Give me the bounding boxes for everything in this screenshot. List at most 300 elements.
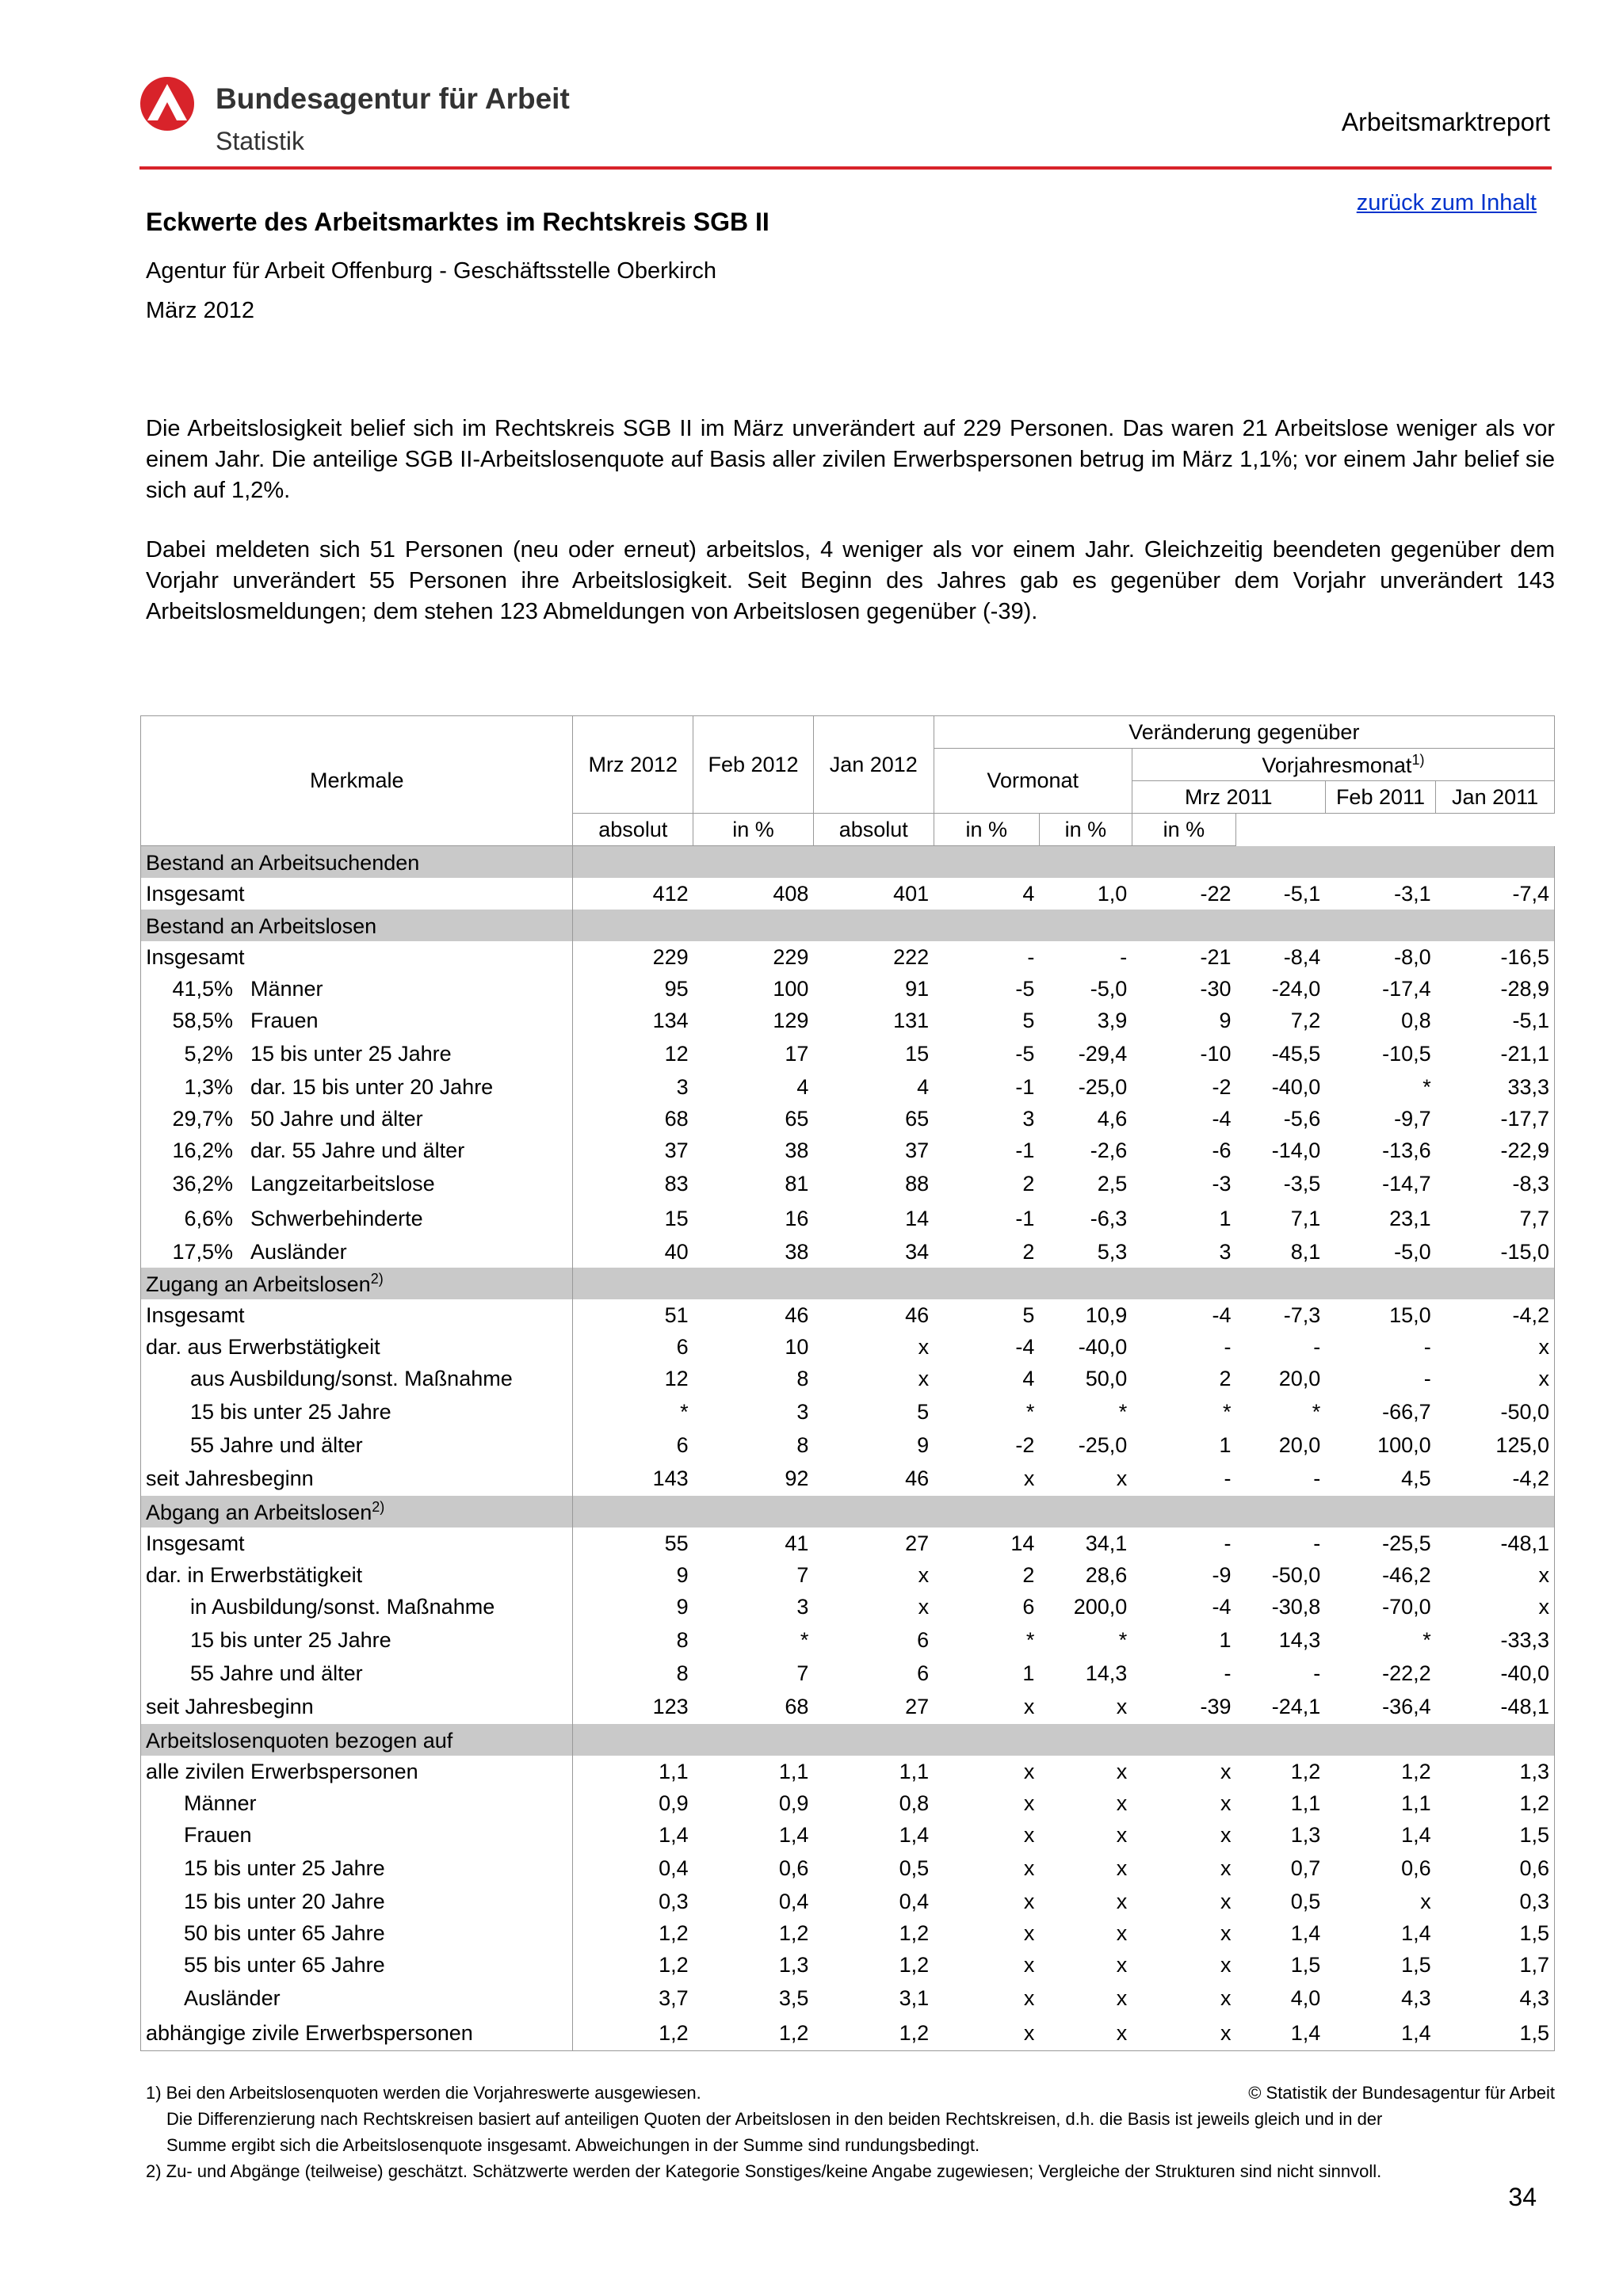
cell-mrz-2012: 229	[652, 944, 689, 969]
cell-feb-2012: 3,5	[778, 1985, 809, 2010]
row-label: seit Jahresbeginn	[141, 1689, 573, 1724]
cell-jan-2012: 27	[905, 1531, 930, 1555]
cell-jan-2011-pct: -40,0	[1436, 1657, 1555, 1689]
cell-feb-2012: 229	[773, 944, 809, 969]
cell-jan-2011-pct: 1,5	[1436, 1917, 1555, 1949]
cell-mrz-2012: 1,2	[659, 1952, 689, 1977]
cell-feb-2011-pct: 15,0	[1389, 1302, 1431, 1327]
header-divider	[139, 166, 1552, 170]
cell-mrz-2011-pct: 1,3	[1290, 1822, 1321, 1847]
row-label: 5,2% 15 bis unter 25 Jahre	[141, 1036, 573, 1071]
table-row	[141, 1657, 1555, 1689]
cell-mrz-2011-absolut: -22	[1200, 881, 1232, 906]
cell-vormonat-pct: x	[1116, 1759, 1128, 1783]
cell-mrz-2011-pct: -	[1313, 1466, 1321, 1490]
cell-mrz-2011-pct: -5,1	[1283, 881, 1321, 906]
cell-feb-2011-pct: 1,4	[1401, 1822, 1431, 1847]
row-label: 17,5% Ausländer	[141, 1236, 573, 1268]
cell-mrz-2011-absolut: -6	[1212, 1138, 1232, 1162]
share-percent: 29,7%	[172, 1106, 233, 1131]
cell-jan-2012: 9	[917, 1432, 930, 1457]
page-header	[139, 76, 1550, 171]
table-row	[141, 1166, 1555, 1201]
section-fill	[573, 1496, 1555, 1527]
table-row	[141, 1331, 1555, 1363]
cell-mrz-2011-pct: -3,5	[1283, 1171, 1321, 1196]
cell-jan-2011-pct: -33,3	[1436, 1623, 1555, 1657]
row-label: Männer	[141, 1787, 573, 1819]
cell-mrz-2011-absolut: -	[1224, 1466, 1232, 1490]
cell-mrz-2011-absolut: 9	[1219, 1008, 1232, 1032]
cell-feb-2012: 7	[796, 1562, 809, 1587]
row-label: seit Jahresbeginn	[141, 1461, 573, 1496]
row-label: 36,2% Langzeitarbeitslose	[141, 1166, 573, 1201]
cell-vormonat-absolut: *	[1025, 1399, 1035, 1424]
table-row	[141, 1949, 1555, 1981]
cell-vormonat-absolut: x	[1023, 1920, 1035, 1945]
cell-feb-2012: 10	[785, 1334, 809, 1359]
cell-mrz-2011-absolut: x	[1220, 1952, 1232, 1977]
cell-vormonat-pct: 28,6	[1085, 1562, 1128, 1587]
table-row	[141, 1591, 1555, 1623]
cell-mrz-2012: 68	[664, 1106, 689, 1131]
cell-jan-2012: 4	[917, 1074, 930, 1099]
cell-feb-2012: 7	[796, 1661, 809, 1685]
section-label: Abgang an Arbeitslosen$^{2)}$	[141, 1496, 573, 1527]
table-header	[141, 716, 1555, 846]
cell-jan-2011-pct: 7,7	[1436, 1201, 1555, 1236]
cell-mrz-2011-absolut: x	[1220, 1822, 1232, 1847]
key-figures-table	[140, 715, 1555, 2051]
cell-feb-2011-pct: -36,4	[1382, 1694, 1431, 1718]
table-row	[141, 1071, 1555, 1103]
header-in-pct: in %	[693, 814, 814, 846]
cell-mrz-2012: 8	[676, 1627, 689, 1652]
cell-jan-2011-pct: 1,5	[1436, 1819, 1555, 1851]
cell-jan-2011-pct: 0,6	[1436, 1851, 1555, 1886]
cell-vormonat-pct: -	[1120, 944, 1128, 969]
cell-jan-2012: 15	[905, 1041, 930, 1066]
header-in-pct: in %	[1039, 814, 1132, 846]
cell-feb-2012: 4	[796, 1074, 809, 1099]
cell-mrz-2012: 12	[664, 1366, 689, 1390]
share-percent: 17,5%	[172, 1239, 233, 1264]
cell-vormonat-absolut: -1	[1015, 1074, 1035, 1099]
cell-feb-2012: 1,1	[778, 1759, 809, 1783]
cell-jan-2011-pct: x	[1436, 1331, 1555, 1363]
footnote-2: 2) Zu- und Abgänge (teilweise) geschätzt. Schätzwerte werden der Kategorie Sonstiges/keine Angabe zugewiesen; Vergleiche der Strukturen sind nicht sinnvoll.	[146, 2161, 1382, 2181]
table-body	[141, 846, 1555, 2051]
cell-mrz-2012: 9	[676, 1562, 689, 1587]
cell-mrz-2011-pct: *	[1312, 1399, 1321, 1424]
share-percent: 1,3%	[184, 1074, 233, 1099]
cell-vormonat-pct: x	[1116, 1985, 1128, 2010]
cell-feb-2012: 81	[785, 1171, 809, 1196]
cell-mrz-2011-pct: 1,4	[1290, 1920, 1321, 1945]
cell-mrz-2011-pct: -14,0	[1271, 1138, 1321, 1162]
cell-mrz-2012: 0,3	[659, 1889, 689, 1913]
cell-jan-2012: x	[918, 1334, 930, 1359]
cell-jan-2011-pct: x	[1436, 1363, 1555, 1394]
row-label: 50 bis unter 65 Jahre	[141, 1917, 573, 1949]
cell-feb-2012: 0,6	[778, 1855, 809, 1880]
cell-jan-2011-pct: 0,3	[1436, 1886, 1555, 1917]
cell-jan-2011-pct: -17,7	[1436, 1103, 1555, 1135]
cell-feb-2012: 8	[796, 1432, 809, 1457]
section-label: Arbeitslosenquoten bezogen auf	[141, 1724, 573, 1756]
page-number: 34	[1508, 2183, 1537, 2211]
cell-jan-2011-pct: x	[1436, 1559, 1555, 1591]
cell-mrz-2011-absolut: -3	[1212, 1171, 1232, 1196]
cell-vormonat-pct: -6,3	[1090, 1206, 1128, 1230]
brand-subtitle: Statistik	[216, 127, 305, 155]
row-label: 15 bis unter 25 Jahre	[141, 1851, 573, 1886]
cell-vormonat-pct: -29,4	[1078, 1041, 1128, 1066]
cell-mrz-2011-pct: -8,4	[1283, 944, 1321, 969]
row-label: 1,3% dar. 15 bis unter 20 Jahre	[141, 1071, 573, 1103]
share-percent: 16,2%	[172, 1138, 233, 1162]
cell-mrz-2011-absolut: x	[1220, 1985, 1232, 2010]
row-label: 15 bis unter 20 Jahre	[141, 1886, 573, 1917]
row-label: 55 Jahre und älter	[141, 1657, 573, 1689]
cell-mrz-2011-absolut: *	[1223, 1399, 1232, 1424]
copyright-notice: © Statistik der Bundesagentur für Arbeit	[1248, 2083, 1555, 2103]
section-label: Bestand an Arbeitsuchenden	[141, 846, 573, 879]
cell-feb-2011-pct: -46,2	[1382, 1562, 1431, 1587]
row-label: Insgesamt	[141, 1299, 573, 1331]
cell-jan-2012: 1,1	[899, 1759, 930, 1783]
cell-feb-2012: 92	[785, 1466, 809, 1490]
cell-jan-2012: x	[918, 1562, 930, 1587]
cell-jan-2011-pct: -4,2	[1436, 1299, 1555, 1331]
cell-feb-2011-pct: -9,7	[1394, 1106, 1431, 1131]
section-label: Zugang an Arbeitslosen$^{2)}$	[141, 1268, 573, 1299]
cell-feb-2012: 38	[785, 1239, 809, 1264]
cell-mrz-2011-absolut: -4	[1212, 1594, 1232, 1619]
cell-jan-2012: 0,8	[899, 1791, 930, 1815]
section-header	[141, 1268, 1555, 1299]
cell-feb-2012: 1,4	[778, 1822, 809, 1847]
cell-vormonat-absolut: *	[1025, 1627, 1035, 1652]
table-row	[141, 1429, 1555, 1461]
brand-name: Bundesagentur für Arbeit	[216, 82, 570, 115]
cell-jan-2012: 0,5	[899, 1855, 930, 1880]
cell-mrz-2012: 40	[664, 1239, 689, 1264]
cell-vormonat-absolut: 2	[1022, 1171, 1035, 1196]
cell-feb-2012: 38	[785, 1138, 809, 1162]
cell-mrz-2011-pct: -24,0	[1271, 976, 1321, 1001]
cell-mrz-2011-absolut: x	[1220, 1855, 1232, 1880]
cell-mrz-2012: 6	[676, 1432, 689, 1457]
cell-jan-2012: 0,4	[899, 1889, 930, 1913]
table-row	[141, 1527, 1555, 1559]
cell-vormonat-pct: 34,1	[1085, 1531, 1128, 1555]
cell-vormonat-pct: -25,0	[1078, 1074, 1128, 1099]
page-title: Eckwerte des Arbeitsmarktes im Rechtskreis SGB II	[146, 208, 769, 236]
cell-jan-2012: 222	[893, 944, 930, 969]
section-fill	[573, 846, 1555, 879]
cell-jan-2011-pct: 1,2	[1436, 1787, 1555, 1819]
header-absolut: absolut	[813, 814, 934, 846]
table-row	[141, 1103, 1555, 1135]
cell-mrz-2011-absolut: -	[1224, 1661, 1232, 1685]
cell-jan-2012: 6	[917, 1627, 930, 1652]
row-label: Insgesamt	[141, 941, 573, 973]
row-label: Frauen	[141, 1819, 573, 1851]
cell-vormonat-absolut: 2	[1022, 1239, 1035, 1264]
cell-mrz-2011-absolut: -	[1224, 1531, 1232, 1555]
cell-mrz-2011-absolut: x	[1220, 1889, 1232, 1913]
cell-vormonat-pct: 200,0	[1073, 1594, 1128, 1619]
cell-mrz-2011-pct: -	[1313, 1661, 1321, 1685]
cell-vormonat-absolut: -	[1027, 944, 1035, 969]
cell-feb-2011-pct: 1,2	[1401, 1759, 1431, 1783]
cell-jan-2012: 401	[893, 881, 930, 906]
cell-vormonat-absolut: -1	[1015, 1138, 1035, 1162]
cell-vormonat-absolut: 6	[1022, 1594, 1035, 1619]
cell-jan-2011-pct: 125,0	[1436, 1429, 1555, 1461]
cell-vormonat-pct: x	[1116, 1694, 1128, 1718]
cell-vormonat-absolut: 5	[1022, 1302, 1035, 1327]
cell-mrz-2012: 412	[652, 881, 689, 906]
cell-vormonat-pct: 1,0	[1097, 881, 1128, 906]
row-label: dar. aus Erwerbstätigkeit	[141, 1331, 573, 1363]
cell-feb-2011-pct: -22,2	[1382, 1661, 1431, 1685]
cell-jan-2011-pct: -22,9	[1436, 1135, 1555, 1166]
cell-vormonat-pct: 50,0	[1085, 1366, 1128, 1390]
cell-vormonat-pct: x	[1039, 2016, 1132, 2051]
row-label: 55 bis unter 65 Jahre	[141, 1949, 573, 1981]
cell-vormonat-pct: x	[1116, 1466, 1128, 1490]
cell-jan-2012: 88	[905, 1171, 930, 1196]
cell-mrz-2012: 15	[664, 1206, 689, 1230]
row-label: Insgesamt	[141, 1527, 573, 1559]
cell-jan-2012: 65	[905, 1106, 930, 1131]
cell-jan-2012: 27	[905, 1694, 930, 1718]
cell-mrz-2011-absolut: -4	[1212, 1302, 1232, 1327]
cell-vormonat-pct: 10,9	[1085, 1302, 1128, 1327]
cell-vormonat-pct: -5,0	[1090, 976, 1128, 1001]
cell-vormonat-absolut: x	[1023, 1822, 1035, 1847]
cell-feb-2012: 1,3	[778, 1952, 809, 1977]
cell-vormonat-pct: x	[1116, 1952, 1128, 1977]
cell-jan-2012: 34	[905, 1239, 930, 1264]
cell-vormonat-absolut: x	[1023, 1855, 1035, 1880]
table-row	[141, 1135, 1555, 1166]
cell-mrz-2012: 3,7	[659, 1985, 689, 2010]
cell-vormonat-pct: 3,9	[1097, 1008, 1128, 1032]
cell-vormonat-absolut: 2	[1022, 1562, 1035, 1587]
cell-feb-2011-pct: x	[1420, 1889, 1431, 1913]
section-label: Bestand an Arbeitslosen	[141, 910, 573, 941]
footnote-1-line-3: Summe ergibt sich die Arbeitslosenquote insgesamt. Abweichungen in der Summe sind rundungsbedingt.	[166, 2135, 980, 2155]
table-row	[141, 941, 1555, 973]
section-fill	[573, 910, 1555, 941]
row-label: dar. in Erwerbstätigkeit	[141, 1559, 573, 1591]
cell-feb-2011-pct: -14,7	[1382, 1171, 1431, 1196]
cell-vormonat-pct: -2,6	[1090, 1138, 1128, 1162]
cell-vormonat-pct: x	[1116, 1791, 1128, 1815]
cell-vormonat-absolut: x	[1023, 1952, 1035, 1977]
cell-mrz-2011-pct: 7,2	[1290, 1008, 1321, 1032]
cell-feb-2012: 3	[796, 1399, 809, 1424]
cell-mrz-2012: 0,9	[659, 1791, 689, 1815]
row-label: alle zivilen Erwerbspersonen	[141, 1756, 573, 1787]
cell-mrz-2012: 1,2	[573, 2016, 693, 2051]
header-feb-2011: Feb 2011	[1325, 781, 1435, 814]
cell-feb-2011-pct: 1,4	[1325, 2016, 1435, 2051]
cell-feb-2012: 1,2	[693, 2016, 814, 2051]
cell-mrz-2011-pct: -45,5	[1271, 1041, 1321, 1066]
cell-mrz-2012: 95	[664, 976, 689, 1001]
row-label: 16,2% dar. 55 Jahre und älter	[141, 1135, 573, 1166]
cell-feb-2012: 46	[785, 1302, 809, 1327]
table-row	[141, 1236, 1555, 1268]
cell-jan-2012: 5	[917, 1399, 930, 1424]
cell-feb-2012: 41	[785, 1531, 809, 1555]
footnotes	[146, 2080, 1555, 2184]
cell-feb-2011-pct: 23,1	[1389, 1206, 1431, 1230]
table-row	[141, 1981, 1555, 2016]
report-period: März 2012	[146, 298, 255, 323]
cell-mrz-2011-pct: -	[1313, 1334, 1321, 1359]
row-label: 29,7% 50 Jahre und älter	[141, 1103, 573, 1135]
cell-feb-2012: 17	[785, 1041, 809, 1066]
cell-mrz-2011-absolut: -10	[1200, 1041, 1232, 1066]
cell-vormonat-pct: -25,0	[1078, 1432, 1128, 1457]
share-percent: 6,6%	[184, 1206, 233, 1230]
row-label: 55 Jahre und älter	[141, 1429, 573, 1461]
cell-feb-2011-pct: -	[1423, 1334, 1431, 1359]
row-label: aus Ausbildung/sonst. Maßnahme	[141, 1363, 573, 1394]
cell-vormonat-absolut: x	[1023, 1889, 1035, 1913]
cell-jan-2012: 131	[893, 1008, 930, 1032]
cell-jan-2012: 91	[905, 976, 930, 1001]
cell-mrz-2012: 9	[676, 1594, 689, 1619]
row-label: Ausländer	[141, 1981, 573, 2016]
table-row	[141, 1201, 1555, 1236]
row-label: 15 bis unter 25 Jahre	[141, 1623, 573, 1657]
cell-feb-2012: 16	[785, 1206, 809, 1230]
cell-mrz-2011-pct: 1,2	[1290, 1759, 1321, 1783]
cell-jan-2011-pct: -4,2	[1436, 1461, 1555, 1496]
cell-mrz-2012: 55	[664, 1531, 689, 1555]
table-row	[141, 1005, 1555, 1036]
cell-mrz-2012: 123	[652, 1694, 689, 1718]
section-fill	[573, 1268, 1555, 1299]
cell-mrz-2011-pct: 1,4	[1236, 2016, 1326, 2051]
cell-mrz-2012: 83	[664, 1171, 689, 1196]
cell-mrz-2011-absolut: 3	[1219, 1239, 1232, 1264]
header-jan-2011: Jan 2011	[1436, 781, 1555, 814]
cell-vormonat-pct: x	[1116, 1889, 1128, 1913]
footnote-1: 1) Bei den Arbeitslosenquoten werden die Vorjahreswerte ausgewiesen.	[146, 2083, 701, 2103]
cell-feb-2011-pct: *	[1423, 1074, 1431, 1099]
cell-mrz-2011-absolut: -30	[1200, 976, 1232, 1001]
section-header	[141, 1724, 1555, 1756]
table-row	[141, 1299, 1555, 1331]
cell-vormonat-absolut: x	[1023, 1791, 1035, 1815]
section-header	[141, 1496, 1555, 1527]
cell-feb-2012: 65	[785, 1106, 809, 1131]
cell-mrz-2011-absolut: 1	[1219, 1432, 1232, 1457]
cell-feb-2011-pct: -17,4	[1382, 976, 1431, 1001]
cell-vormonat-absolut: -1	[1015, 1206, 1035, 1230]
cell-mrz-2011-absolut: -	[1224, 1334, 1232, 1359]
cell-mrz-2011-absolut: -9	[1212, 1562, 1232, 1587]
row-label: in Ausbildung/sonst. Maßnahme	[141, 1591, 573, 1623]
cell-vormonat-pct: -40,0	[1078, 1334, 1128, 1359]
row-label: abhängige zivile Erwerbspersonen	[141, 2016, 573, 2051]
cell-jan-2012: 46	[905, 1302, 930, 1327]
cell-vormonat-absolut: -4	[1015, 1334, 1035, 1359]
cell-mrz-2011-absolut: x	[1132, 2016, 1235, 2051]
cell-jan-2011-pct: x	[1436, 1591, 1555, 1623]
cell-feb-2012: 1,2	[778, 1920, 809, 1945]
section-fill	[573, 1724, 1555, 1756]
footnote-1-line-2: Die Differenzierung nach Rechtskreisen basiert auf anteiligen Quoten der Arbeitslosen in den beiden Rechtskreisen, d.h. die Basis ist jeweils gleich und in der	[166, 2109, 1383, 2129]
cell-vormonat-absolut: -5	[1015, 1041, 1035, 1066]
cell-feb-2011-pct: 1,5	[1401, 1952, 1431, 1977]
cell-mrz-2011-absolut: -2	[1212, 1074, 1232, 1099]
cell-vormonat-absolut: 5	[1022, 1008, 1035, 1032]
cell-feb-2011-pct: -66,7	[1382, 1399, 1431, 1424]
cell-mrz-2011-absolut: 1	[1219, 1627, 1232, 1652]
cell-mrz-2011-absolut: x	[1220, 1920, 1232, 1945]
cell-mrz-2011-pct: 4,0	[1290, 1985, 1321, 2010]
table-row	[141, 1917, 1555, 1949]
header-mrz-2011: Mrz 2011	[1132, 781, 1325, 814]
cell-mrz-2012: 12	[664, 1041, 689, 1066]
cell-feb-2011-pct: 4,3	[1401, 1985, 1431, 2010]
cell-jan-2011-pct: -50,0	[1436, 1394, 1555, 1429]
table-row	[141, 1819, 1555, 1851]
back-to-contents-link[interactable]: zurück zum Inhalt	[1356, 190, 1537, 215]
cell-vormonat-absolut: 1	[1022, 1661, 1035, 1685]
table-row	[141, 1559, 1555, 1591]
cell-jan-2011-pct: 1,5	[1436, 2016, 1555, 2051]
cell-mrz-2012: 6	[676, 1334, 689, 1359]
cell-vormonat-pct: x	[1116, 1855, 1128, 1880]
cell-jan-2011-pct: -8,3	[1436, 1166, 1555, 1201]
cell-feb-2012: 3	[796, 1594, 809, 1619]
cell-jan-2012: 1,2	[899, 1920, 930, 1945]
cell-jan-2012: x	[918, 1366, 930, 1390]
cell-mrz-2011-pct: -30,8	[1271, 1594, 1321, 1619]
cell-jan-2012: 14	[905, 1206, 930, 1230]
cell-jan-2012: 3,1	[899, 1985, 930, 2010]
page-subtitle: Agentur für Arbeit Offenburg - Geschäftsstelle Oberkirch	[146, 258, 716, 284]
cell-mrz-2012: 134	[652, 1008, 689, 1032]
cell-jan-2011-pct: -5,1	[1436, 1005, 1555, 1036]
cell-jan-2011-pct: -15,0	[1436, 1236, 1555, 1268]
cell-mrz-2012: 1,2	[659, 1920, 689, 1945]
cell-mrz-2011-pct: -7,3	[1283, 1302, 1321, 1327]
header-merkmale: Merkmale	[141, 716, 573, 846]
cell-vormonat-pct: 4,6	[1097, 1106, 1128, 1131]
cell-mrz-2011-pct: -5,6	[1283, 1106, 1321, 1131]
cell-mrz-2012: 1,1	[659, 1759, 689, 1783]
table-row	[141, 1394, 1555, 1429]
cell-feb-2011-pct: -	[1423, 1366, 1431, 1390]
cell-feb-2012: *	[800, 1627, 809, 1652]
cell-mrz-2011-pct: 7,1	[1290, 1206, 1321, 1230]
table-row	[141, 878, 1555, 910]
cell-mrz-2011-pct: 20,0	[1278, 1432, 1321, 1457]
cell-feb-2011-pct: -5,0	[1394, 1239, 1431, 1264]
cell-mrz-2012: 37	[664, 1138, 689, 1162]
cell-feb-2011-pct: 0,6	[1401, 1855, 1431, 1880]
